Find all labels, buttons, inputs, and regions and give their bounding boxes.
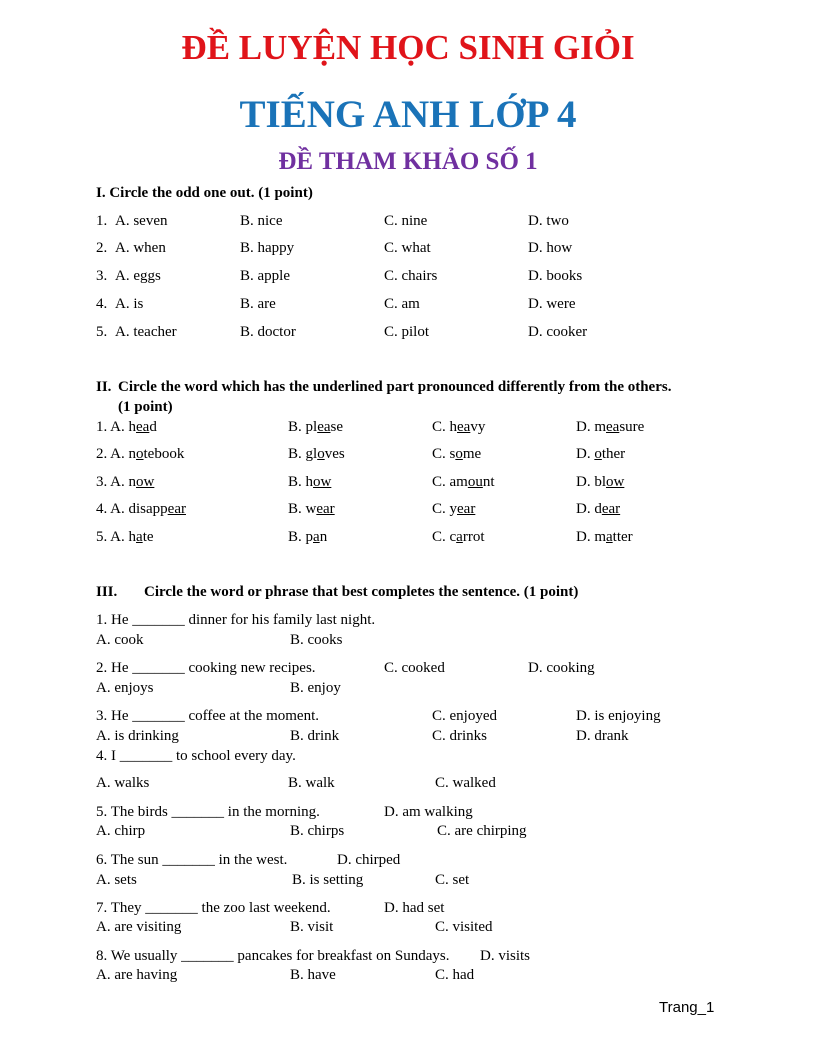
- option-a: 5. A. hate: [96, 529, 154, 545]
- option-b: B. nice: [240, 213, 283, 229]
- option-b: B. cooks: [290, 632, 343, 648]
- option-d: D. measure: [576, 419, 645, 435]
- option-a: A. is drinking: [96, 728, 179, 744]
- option-b: B. doctor: [240, 324, 296, 340]
- option-c: C. nine: [384, 213, 428, 229]
- option-a: A. seven: [115, 213, 168, 229]
- option-b: B. chirps: [290, 823, 345, 839]
- option-d: D. blow: [576, 474, 625, 490]
- option-d: D. books: [528, 268, 583, 284]
- option-a: 3. A. now: [96, 474, 155, 490]
- option-c: C. heavy: [432, 419, 486, 435]
- option-c: C. had: [435, 967, 475, 983]
- question-number: 4.: [96, 296, 108, 312]
- option-b: B. gloves: [288, 446, 345, 462]
- question-number: 2.: [96, 240, 108, 256]
- option-c: C. amount: [432, 474, 495, 490]
- option-a: A. teacher: [115, 324, 177, 340]
- option-a: A. are visiting: [96, 919, 182, 935]
- question-stem: 5. The birds _______ in the morning.: [96, 804, 320, 820]
- option-d: D. how: [528, 240, 573, 256]
- option-c: C. visited: [435, 919, 493, 935]
- option-c: C. chairs: [384, 268, 438, 284]
- option-d: D. cooking: [528, 660, 595, 676]
- option-d: D. dear: [576, 501, 621, 517]
- option-c: C. drinks: [432, 728, 488, 744]
- question-stem: 1. He _______ dinner for his family last night.: [96, 612, 376, 628]
- option-c: C. are chirping: [437, 823, 527, 839]
- option-b: B. are: [240, 296, 276, 312]
- option-a: A. eggs: [115, 268, 161, 284]
- option-b: B. please: [288, 419, 344, 435]
- option-d: D. visits: [480, 948, 531, 964]
- option-c: C. some: [432, 446, 482, 462]
- option-a: A. enjoys: [96, 680, 154, 696]
- title-line-1: ĐỀ LUYỆN HỌC SINH GIỎI: [181, 28, 635, 67]
- option-a: A. when: [115, 240, 166, 256]
- section-3-heading: Circle the word or phrase that best completes the sentence. (1 point): [144, 584, 579, 600]
- option-a: 4. A. disappear: [96, 501, 186, 517]
- option-b: B. walk: [288, 775, 335, 791]
- option-a: 2. A. notebook: [96, 446, 185, 462]
- option-b: B. pan: [288, 529, 328, 545]
- option-d: D. chirped: [337, 852, 401, 868]
- page-number: Trang_1: [659, 999, 715, 1016]
- option-a: A. are having: [96, 967, 178, 983]
- option-d: D. am walking: [384, 804, 473, 820]
- question-number: 1.: [96, 213, 108, 229]
- section-2-heading-points: (1 point): [118, 399, 173, 415]
- option-c: C. what: [384, 240, 431, 256]
- question-stem: 6. The sun _______ in the west.: [96, 852, 288, 868]
- question-stem: 2. He _______ cooking new recipes.: [96, 660, 316, 676]
- option-a: A. chirp: [96, 823, 146, 839]
- question-stem: 3. He _______ coffee at the moment.: [96, 708, 319, 724]
- option-b: B. drink: [290, 728, 340, 744]
- option-a: A. cook: [96, 632, 144, 648]
- option-c: C. am: [384, 296, 420, 312]
- section-1-heading: I. Circle the odd one out. (1 point): [96, 185, 313, 201]
- question-stem: 8. We usually _______ pancakes for breakfast on Sundays.: [96, 948, 450, 964]
- question-number: 5.: [96, 324, 108, 340]
- option-a: A. is: [115, 296, 144, 312]
- option-d: D. had set: [384, 900, 445, 916]
- option-d: D. drank: [576, 728, 629, 744]
- title-line-2: TIẾNG ANH LỚP 4: [239, 93, 577, 136]
- option-b: B. visit: [290, 919, 334, 935]
- option-b: B. apple: [240, 268, 290, 284]
- option-a: A. sets: [96, 872, 137, 888]
- option-a: A. walks: [96, 775, 150, 791]
- section-2-heading-number: II.: [96, 379, 112, 395]
- subtitle: ĐỀ THAM KHẢO SỐ 1: [278, 148, 538, 175]
- option-b: B. enjoy: [290, 680, 341, 696]
- option-b: B. wear: [288, 501, 335, 517]
- option-c: C. pilot: [384, 324, 430, 340]
- option-d: D. other: [576, 446, 626, 462]
- section-2-heading: Circle the word which has the underlined part pronounced differently from the others.: [118, 379, 672, 395]
- option-a: 1. A. head: [96, 419, 157, 435]
- option-d: D. matter: [576, 529, 633, 545]
- option-b: B. have: [290, 967, 336, 983]
- option-d: D. is enjoying: [576, 708, 661, 724]
- option-b: B. happy: [240, 240, 295, 256]
- option-c: C. walked: [435, 775, 496, 791]
- option-c: C. enjoyed: [432, 708, 497, 724]
- option-b: B. how: [288, 474, 332, 490]
- option-c: C. year: [432, 501, 476, 517]
- option-d: D. two: [528, 213, 569, 229]
- option-c: C. cooked: [384, 660, 445, 676]
- option-c: C. set: [435, 872, 470, 888]
- option-c: C. carrot: [432, 529, 485, 545]
- question-stem: 7. They _______ the zoo last weekend.: [96, 900, 331, 916]
- option-d: D. cooker: [528, 324, 588, 340]
- option-d: D. were: [528, 296, 576, 312]
- option-b: B. is setting: [292, 872, 364, 888]
- question-number: 3.: [96, 268, 108, 284]
- question-stem: 4. I _______ to school every day.: [96, 748, 296, 764]
- section-3-heading-number: III.: [96, 584, 118, 600]
